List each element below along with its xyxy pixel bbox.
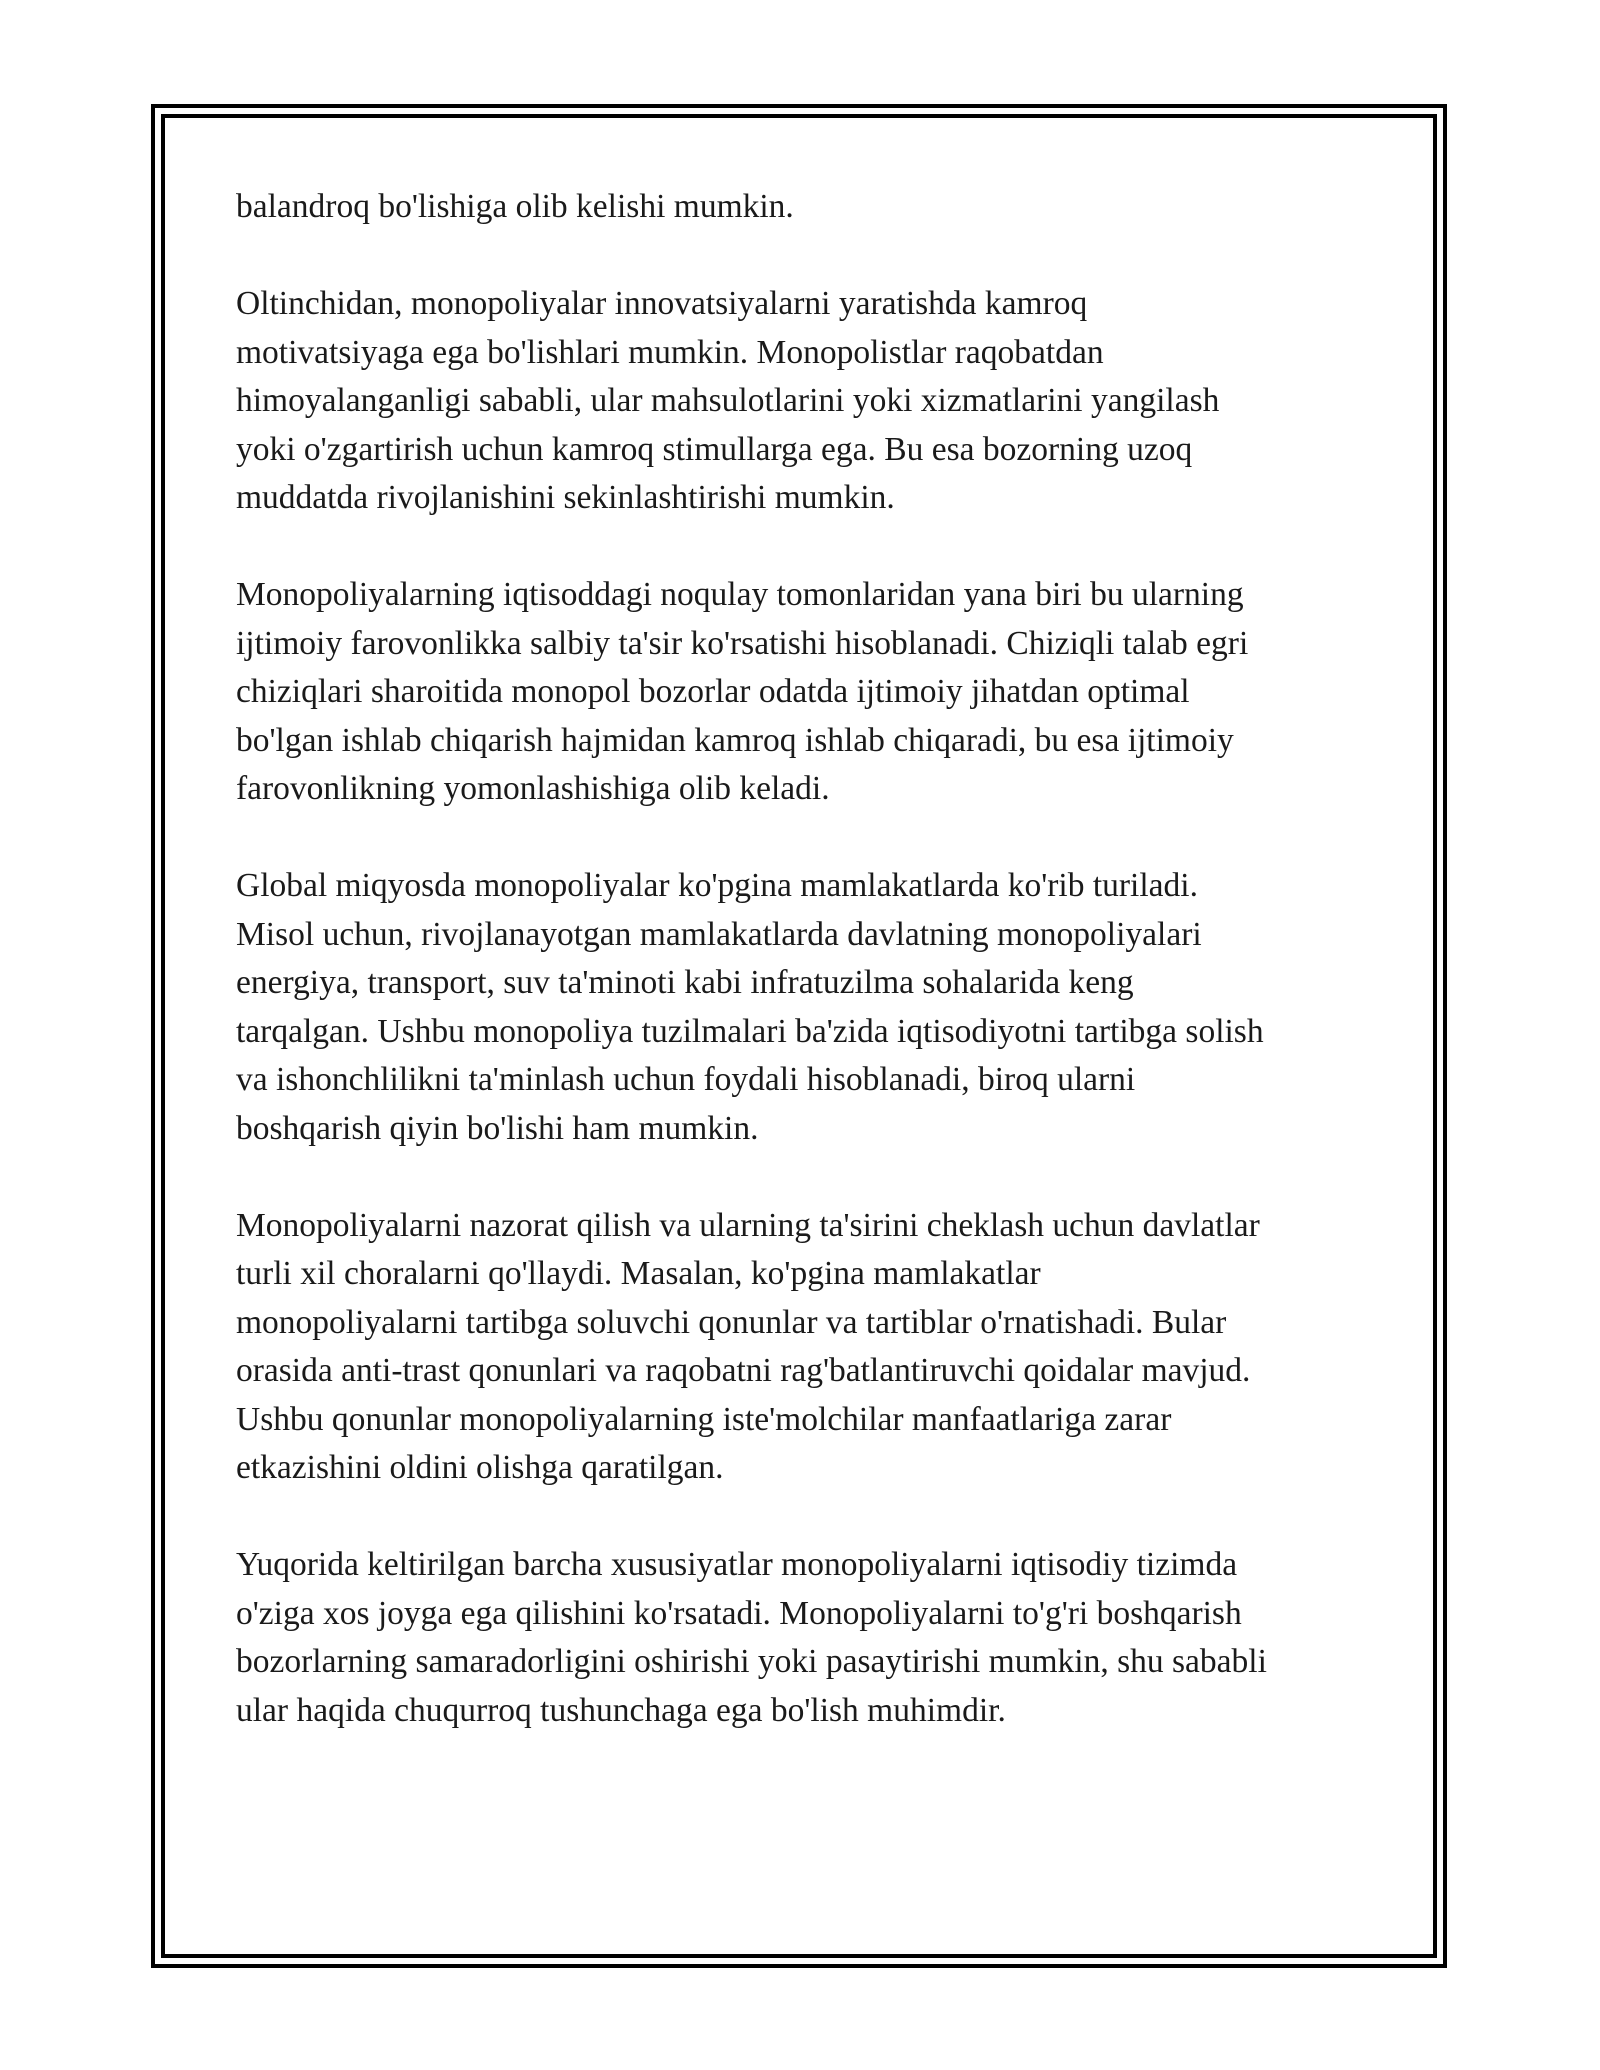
document-body (236, 183, 1386, 1784)
paragraph: Oltinchidan, monopoliyalar innovatsiyalarni yaratishda kamroq motivatsiyaga ega bo'lishlari mumkin. Monopolistlar raqobatdan himoyalanganligi sababli, ular mahsulotlarini yoki xizmatlarini yangilash yoki o'zgartirish uchun kamroq stimullarga ega. Bu esa bozorning uzoq muddatda rivojlanishini sekinlashtirishi mumkin. (236, 285, 1220, 516)
paragraph: Monopoliyalarni nazorat qilish va ularning ta'sirini cheklash uchun davlatlar turli xil choralarni qo'llaydi. Masalan, ko'pgina mamlakatlar monopoliyalarni tartibga soluvchi qonunlar va tartiblar o'rnatishadi. Bular orasida anti-trast qonunlari va raqobatni rag'batlantiruvchi qoidalar mavjud. Ushbu qonunlar monopoliyalarning iste'molchilar manfaatlariga zarar etkazishini oldini olishga qaratilgan. (236, 1206, 1260, 1486)
paragraph: balandroq bo'lishiga olib kelishi mumkin. (236, 188, 794, 225)
paragraph: Global miqyosda monopoliyalar ko'pgina mamlakatlarda ko'rib turiladi. Misol uchun, rivojlanayotgan mamlakatlarda davlatning monopoliyalari energiya, transport, suv ta'minoti kabi infratuzilma sohalarida keng tarqalgan. Ushbu monopoliya tuzilmalari ba'zida iqtisodiyotni tartibga solish va ishonchlilikni ta'minlash uchun foydali hisoblanadi, biroq ularni boshqarish qiyin bo'lishi ham mumkin. (236, 867, 1264, 1147)
paragraph: Yuqorida keltirilgan barcha xususiyatlar monopoliyalarni iqtisodiy tizimda o'ziga xos joyga ega qilishini ko'rsatadi. Monopoliyalarni to'g'ri boshqarish bozorlarning samaradorligini oshirishi yoki pasaytirishi mumkin, shu sababli ular haqida chuqurroq tushunchaga ega bo'lish muhimdir. (236, 1546, 1267, 1729)
paragraph: Monopoliyalarning iqtisoddagi noqulay tomonlaridan yana biri bu ularning ijtimoiy farovonlikka salbiy ta'sir ko'rsatishi hisoblanadi. Chiziqli talab egri chiziqlari sharoitida monopol bozorlar odatda ijtimoiy jihatdan optimal bo'lgan ishlab chiqarish hajmidan kamroq ishlab chiqaradi, bu esa ijtimoiy farovonlikning yomonlashishiga olib keladi. (236, 576, 1249, 807)
